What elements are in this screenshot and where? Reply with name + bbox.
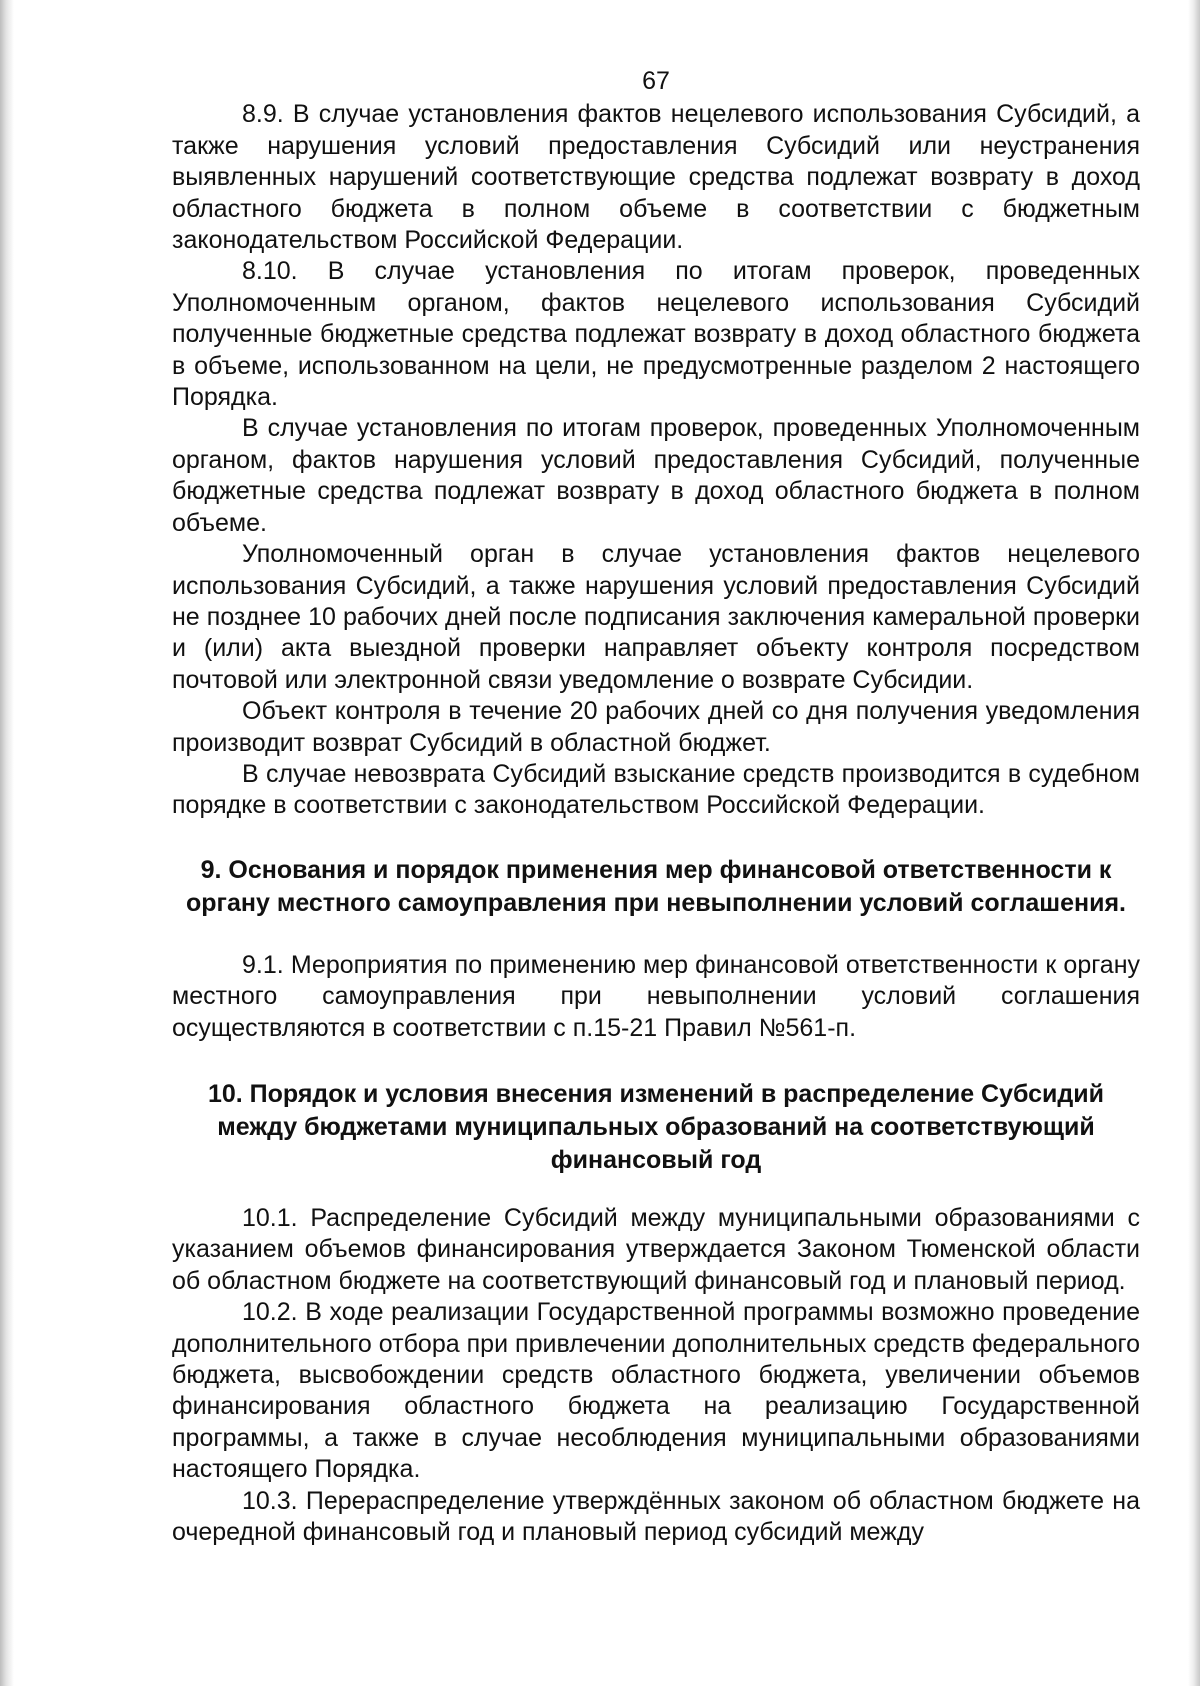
- paragraph-10-3: 10.3. Перераспределение утверждённых законом об областном бюджете на очередной финансовый год и плановый период субсидий между: [172, 1486, 1140, 1547]
- section-9-heading: 9. Основания и порядок применения мер финансовой ответственности к органу местного самоуправления при невыполнении условий соглашения.: [186, 855, 1126, 917]
- scan-edge-right: [1188, 0, 1200, 1686]
- scan-edge-left: [0, 0, 14, 1686]
- paragraph-10-2: 10.2. В ходе реализации Государственной программы возможно проведение дополнительного отбора при привлечении дополнительных средств федерального бюджета, высвобождении средств областного бюджета, увеличении объемов финансирования областного бюджета на реализацию Государственной программы, а также в случае несоблюдения муниципальными образованиями настоящего Порядка.: [172, 1298, 1140, 1484]
- paragraph-return-deadline: Объект контроля в течение 20 рабочих дней со дня получения уведомления производит возврат Субсидий в областной бюджет.: [172, 697, 1140, 757]
- paragraph-notification: Уполномоченный орган в случае установления фактов нецелевого использования Субсидий, а также нарушения условий предоставления Субсидий не позднее 10 рабочих дней после подписания заключения камеральной проверки и (или) акта выездной проверки направляет объекту контроля посредством почтовой или электронной связи уведомление о возврате Субсидии.: [172, 540, 1140, 694]
- paragraph-8-10: 8.10. В случае установления по итогам проверок, проведенных Уполномоченным органом, фактов нецелевого использования Субсидий полученные бюджетные средства подлежат возврату в доход областного бюджета в объеме, использованном на цели, не предусмотренные разделом 2 настоящего Порядка.: [172, 257, 1140, 412]
- paragraph-9-1: 9.1. Мероприятия по применению мер финансовой ответственности к органу местного самоуправления при невыполнении условий соглашения осуществляются в соответствии с п.15-21 Правил №561-п.: [172, 950, 1140, 1042]
- page-number: 67: [642, 67, 670, 95]
- paragraph-10-1: 10.1. Распределение Субсидий между муниципальными образованиями с указанием объемов финансирования утверждается Законом Тюменской области об областном бюджете на соответствующий финансовый год и плановый период.: [172, 1203, 1140, 1295]
- paragraph-court-recovery: В случае невозврата Субсидий взыскание средств производится в судебном порядке в соответствии с законодательством Российской Федерации.: [172, 759, 1140, 820]
- document-page: [172, 66, 1140, 1548]
- paragraph-violation-return: В случае установления по итогам проверок, проведенных Уполномоченным органом, фактов нарушения условий предоставления Субсидий, полученные бюджетные средства подлежат возврату в доход областного бюджета в полном объеме.: [172, 414, 1140, 537]
- section-10-heading: 10. Порядок и условия внесения изменений в распределение Субсидий между бюджетами муниципальных образований на соответствующий финансовый год: [207, 1079, 1105, 1174]
- paragraph-8-9: 8.9. В случае установления фактов нецелевого использования Субсидий, а также нарушения условий предоставления Субсидий или неустранения выявленных нарушений соответствующие средства подлежат возврату в доход областного бюджета в полном объеме в соответствии с бюджетным законодательством Российской Федерации.: [172, 100, 1140, 255]
